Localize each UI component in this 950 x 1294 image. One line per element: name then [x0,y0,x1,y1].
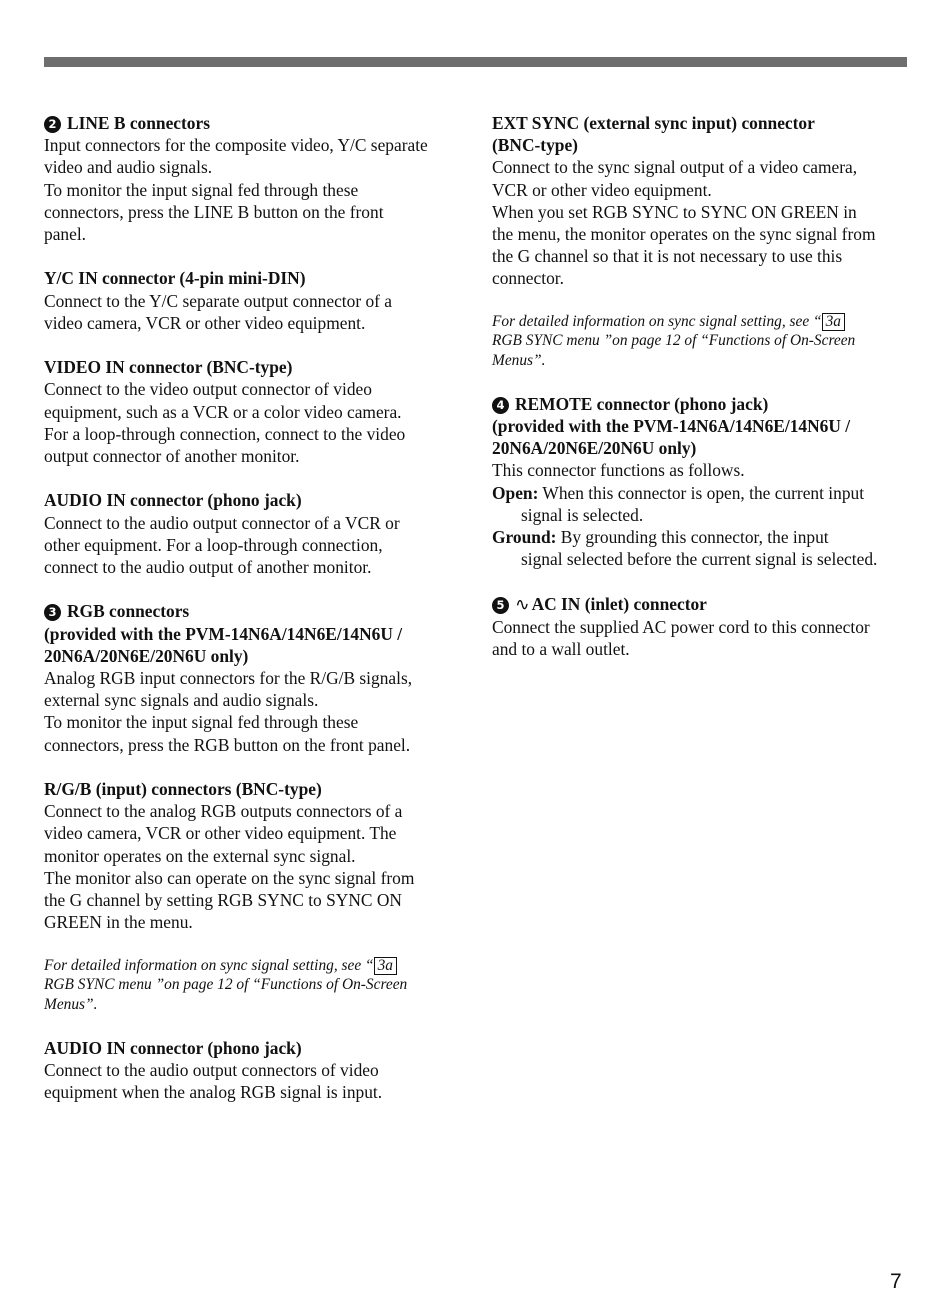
remote-open-item [492,482,912,526]
left-note-line-2: RGB SYNC menu ”on page 12 of “Functions of On-Screen [44,976,408,994]
number-5-icon: 5 [492,597,509,614]
number-3-icon: 3 [44,604,61,621]
left-note-line-3: Menus”. [44,995,98,1013]
line-b-text-3: To monitor the input signal fed through these [44,179,359,200]
rgb-input-text-5: the G channel by setting RGB SYNC to SYNC ON [44,890,402,911]
rgb-heading-line-3: 20N6A/20N6E/20N6U only) [44,645,249,666]
audio-in-rgb-text-2: equipment when the analog RGB signal is input. [44,1082,383,1102]
audio-in-text-1: Connect to the audio output connector of a VCR or [44,512,400,533]
yc-in-text-2: video camera, VCR or other video equipment. [44,312,366,333]
remote-title: REMOTE connector (phono jack) [515,393,769,414]
rgb-text-1: Analog RGB input connectors for the R/G/B signals, [44,668,413,689]
rgb-input-heading: R/G/B (input) connectors (BNC-type) [44,779,322,800]
line-b-section [44,112,464,245]
remote-heading-line-3: 20N6A/20N6E/20N6U only) [492,438,697,459]
video-in-text-3: For a loop-through connection, connect to the video [44,423,406,444]
line-b-text-5: panel. [44,224,87,245]
video-in-text-2: equipment, such as a VCR or a color video camera. [44,401,402,422]
line-b-text-4: connectors, press the LINE B button on the front [44,201,384,222]
ext-sync-text-2: VCR or other video equipment. [492,179,712,200]
rgb-text-3: To monitor the input signal fed through these [44,712,359,733]
page-number: 7 [890,1270,902,1293]
number-4-icon: 4 [492,397,509,414]
ext-sync-text-4: the menu, the monitor operates on the sync signal from [492,224,876,245]
menu-ref-box: 3a [822,313,845,331]
rgb-text-2: external sync signals and audio signals. [44,690,319,711]
rgb-title: RGB connectors [67,601,190,622]
ext-sync-text-6: connector. [492,268,564,289]
ext-sync-heading: EXT SYNC (external sync input) connector [492,113,815,133]
number-2-icon: 2 [44,116,61,133]
rgb-input-text-3: monitor operates on the external sync signal. [44,845,356,866]
video-in-text-4: output connector of another monitor. [44,446,300,467]
ac-in-heading [492,593,912,616]
yc-in-text-1: Connect to the Y/C separate output connector of a [44,290,393,311]
remote-heading-line-2: (provided with the PVM-14N6A/14N6E/14N6U / [492,415,851,436]
rgb-input-section [44,778,464,933]
rgb-input-text-1: Connect to the analog RGB outputs connectors of a [44,801,403,822]
right-note-line-1: For detailed information on sync signal setting, see “ 3a [492,312,912,332]
video-in-text-1: Connect to the video output connector of video [44,379,372,400]
audio-in-rgb-section [44,1037,464,1104]
yc-in-heading: Y/C IN connector (4-pin mini-DIN) [44,268,306,289]
video-in-heading: VIDEO IN connector (BNC-type) [44,357,293,378]
ac-in-text-1: Connect the supplied AC power cord to this connector [492,616,870,637]
remote-section [492,393,912,571]
right-note-line-3: Menus”. [492,352,546,369]
left-column [44,112,464,1103]
remote-intro: This connector functions as follows. [492,460,745,481]
ext-sync-text-5: the G channel so that it is not necessary to use this [492,246,843,267]
ground-desc-2: signal selected before the current signal is selected. [521,549,878,570]
remote-ground-item [492,526,912,570]
right-column [492,112,912,660]
line-b-title: LINE B connectors [67,113,210,133]
open-term: Open: [492,482,539,503]
audio-in-heading: AUDIO IN connector (phono jack) [44,490,302,511]
rgb-text-4: connectors, press the RGB button on the front panel. [44,734,411,755]
audio-in-text-3: connect to the audio output of another monitor. [44,557,372,578]
ext-sync-section [492,112,912,290]
ground-term: Ground: [492,527,557,547]
rgb-heading [44,600,464,622]
ground-desc-1: By grounding this connector, the input [556,527,829,547]
menu-ref-box: 3a [374,957,397,975]
left-note-line-1: For detailed information on sync signal setting, see “ 3a [44,956,464,976]
rgb-input-text-4: The monitor also can operate on the sync signal from [44,867,415,888]
ac-in-title: AC IN (inlet) connector [531,593,707,614]
audio-in-text-2: other equipment. For a loop-through connection, [44,534,383,555]
header-rule [44,57,907,67]
ext-sync-heading-line-2: (BNC-type) [492,135,578,156]
rgb-heading-line-2: (provided with the PVM-14N6A/14N6E/14N6U / [44,623,403,644]
rgb-input-text-2: video camera, VCR or other video equipment. The [44,823,397,844]
right-note-line-2: RGB SYNC menu ”on page 12 of “Functions of On-Screen [492,332,856,350]
line-b-heading [44,112,464,134]
rgb-section [44,600,464,755]
audio-in-rgb-text-1: Connect to the audio output connectors of video [44,1059,379,1080]
line-b-text-2: video and audio signals. [44,157,213,178]
yc-in-section [44,267,464,334]
ac-wave-icon: ∿ [515,594,530,615]
remote-heading [492,393,912,415]
line-b-text-1: Input connectors for the composite video, Y/C separate [44,135,428,156]
ac-in-text-2: and to a wall outlet. [492,639,630,659]
left-sync-note [44,956,464,1015]
open-desc-2: signal is selected. [521,504,644,525]
open-desc-1: When this connector is open, the current input [538,482,865,503]
video-in-section [44,356,464,467]
rgb-input-text-6: GREEN in the menu. [44,912,193,933]
ext-sync-text-1: Connect to the sync signal output of a video camera, [492,157,858,178]
ext-sync-text-3: When you set RGB SYNC to SYNC ON GREEN in [492,201,857,222]
right-sync-note [492,312,912,371]
audio-in-section [44,489,464,578]
audio-in-rgb-heading: AUDIO IN connector (phono jack) [44,1037,302,1058]
ac-in-section [492,593,912,661]
